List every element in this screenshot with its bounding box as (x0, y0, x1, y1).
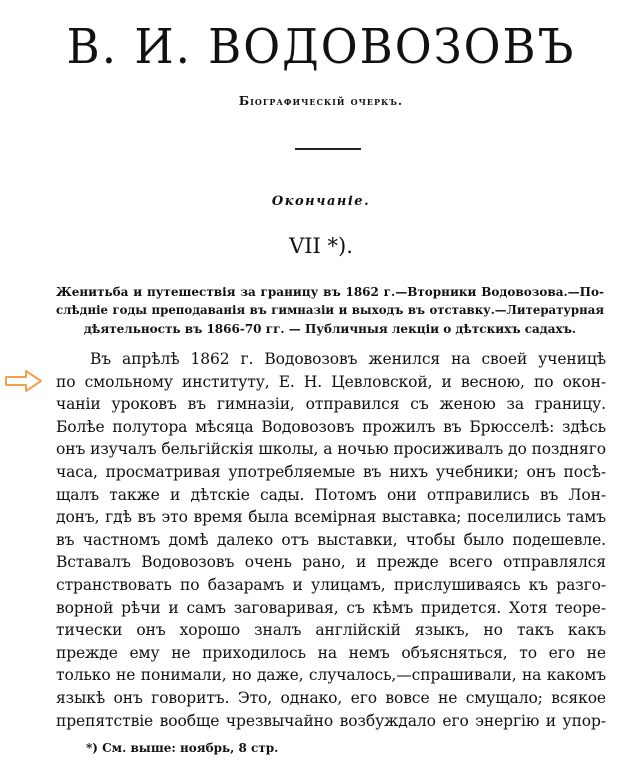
text-line: чаніи уроковъ въ гимназіи, отправился съ женою за границу. (56, 395, 606, 414)
text-line: препятствіе вообще чрезвычайно возбуждало его энергію и упор- (56, 711, 606, 730)
footnote: *) См. выше: ноябрь, 8 стр. (86, 741, 279, 755)
text-line: донъ, гдѣ въ это время была всемірная выставка; поселились тамъ (56, 508, 606, 527)
summary-line: дѣятельность въ 1866-70 гг. — Публичныя лекціи о дѣтскихъ садахъ. (83, 321, 577, 336)
text-line: онъ изучалъ бельгійскія школы, а ночью просиживалъ до поздняго (56, 440, 606, 459)
text-line: въ частномъ домѣ далеко отъ выставки, чтобы было подешевле. (56, 530, 606, 549)
summary-line: слѣдніе годы преподаванія въ гимназіи и выходъ въ отставку.—Литературная (56, 303, 604, 318)
text-line: ворной рѣчи и самъ заговаривая, съ кѣмъ придется. Хотя теоре- (56, 598, 606, 617)
text-line: странствовать по базарамъ и улицамъ, прислушиваясь къ разго- (56, 575, 606, 594)
text-line: часа, просматривая употребляемые въ нихъ учебники; онъ посѣ- (56, 462, 606, 481)
text-line: прежде ему не приходилось на немъ объясняться, то его не (56, 643, 606, 662)
text-line: языкѣ онъ говоритъ. Это, однако, его вовсе не смущало; всякое (56, 688, 606, 707)
conclusion-label: Окончаніе. (271, 194, 371, 209)
summary-line: Женитьба и путешествія за границу въ 1862 г.—Вторники Водовозова.—По- (56, 285, 604, 299)
right-arrow-icon (4, 369, 44, 393)
text-line: тически онъ хорошо зналъ англійскій языкъ, но такъ какъ (56, 621, 606, 640)
chapter-summary (56, 283, 604, 338)
article-subtitle: Біографическій очеркъ. (238, 94, 404, 108)
text-line: по смольному институту, Е. Н. Цевловской, и весною, по окон- (56, 372, 606, 391)
text-line: Въ апрѣлѣ 1862 г. Водовозовъ женился на своей ученицѣ (90, 350, 606, 368)
text-line: щалъ также и дѣтскіе сады. Потомъ они отправились въ Лон- (56, 485, 606, 504)
body-text (56, 348, 606, 732)
text-line: Вставалъ Водовозовъ очень рано, и прежде всего отправлялся (56, 553, 606, 572)
text-line: Болѣе полутора мѣсяца Водовозовъ прожилъ въ Брюсселѣ: здѣсь (56, 417, 606, 436)
chapter-heading: VII *). (289, 234, 353, 258)
article-title: В. И. ВОДОВОЗОВЪ (66, 18, 576, 75)
text-line: только не понимали, но даже, случалось,—спрашивали, на какомъ (56, 666, 606, 685)
divider-rule (295, 148, 361, 150)
